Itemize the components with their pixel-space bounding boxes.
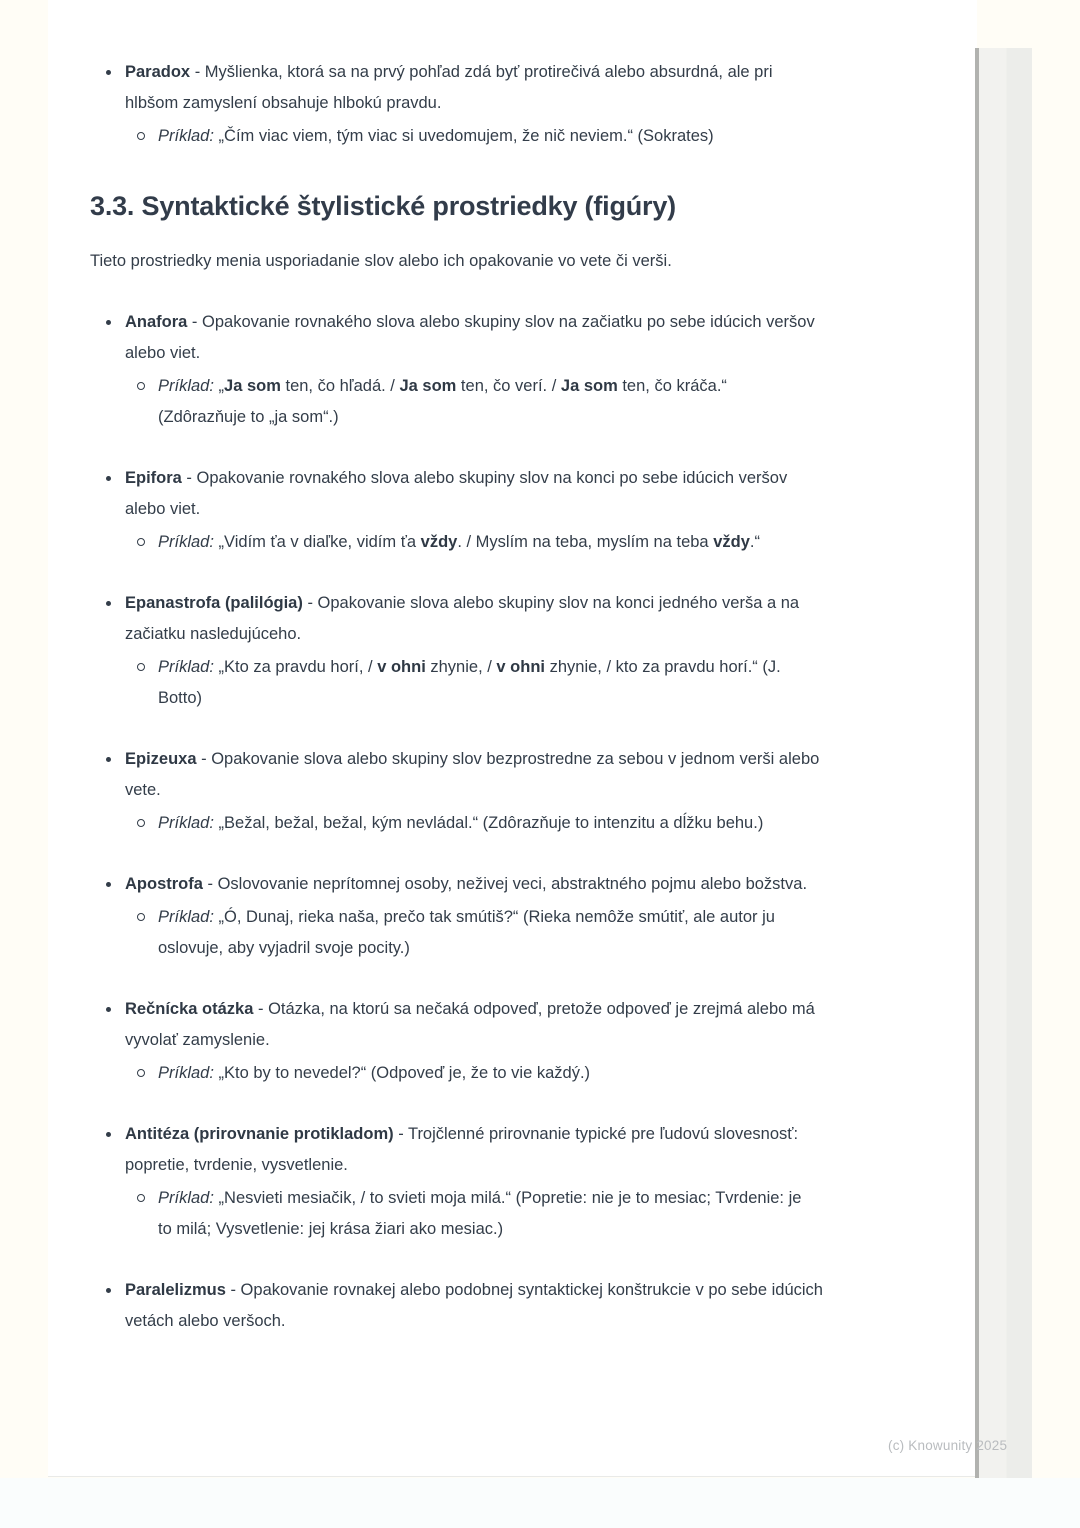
definition-text: Apostrofa - Oslovovanie neprítomnej osoby, neživej veci, abstraktného pojmu alebo božstva. bbox=[125, 875, 808, 893]
term-label: Anafora bbox=[125, 313, 188, 331]
bold-emphasis: Ja som bbox=[399, 377, 457, 395]
bold-emphasis: Ja som bbox=[560, 377, 618, 395]
example-label: Príklad: bbox=[158, 658, 214, 676]
example-label: Príklad: bbox=[158, 1064, 214, 1082]
list-item bbox=[90, 1119, 830, 1245]
term-label: Rečnícka otázka bbox=[125, 1000, 254, 1018]
example-text: Príklad: „Vidím ťa v diaľke, vidím ťa vždy. / Myslím na teba, myslím na teba vždy.“ bbox=[158, 533, 760, 551]
page-content bbox=[90, 57, 832, 1337]
circle-bullet-icon bbox=[137, 1194, 145, 1202]
sub-list-item bbox=[125, 121, 808, 152]
sub-list-item bbox=[125, 1183, 808, 1245]
definition-text: Epifora - Opakovanie rovnakého slova alebo skupiny slov na konci po sebe idúcich veršov alebo viet. bbox=[125, 469, 788, 518]
circle-bullet-icon bbox=[137, 819, 145, 827]
watermark-text: (c) Knowunity 2025 bbox=[888, 1438, 1008, 1453]
section-heading: 3.3. Syntaktické štylistické prostriedky (figúry) bbox=[90, 191, 676, 221]
circle-bullet-icon bbox=[137, 1069, 145, 1077]
circle-bullet-icon bbox=[137, 538, 145, 546]
example-text: Príklad: „Ó, Dunaj, rieka naša, prečo tak smútiš?“ (Rieka nemôže smútiť, ale autor ju oslovuje, aby vyjadril svoje pocity.) bbox=[158, 908, 775, 957]
definition-text: Antitéza (prirovnanie protikladom) - Trojčlenné prirovnanie typické pre ľudovú slovesnosť: popretie, tvrdenie, vysvetlenie. bbox=[125, 1125, 799, 1174]
example-label: Príklad: bbox=[158, 814, 214, 832]
term-label: Epanastrofa (palilógia) bbox=[125, 594, 303, 612]
example-text: Príklad: „Kto by to nevedel?“ (Odpoveď je, že to vie každý.) bbox=[158, 1064, 591, 1082]
intro-list bbox=[90, 57, 832, 152]
term-label: Epizeuxa bbox=[125, 750, 197, 768]
example-text: Príklad: „Nesvieti mesiačik, / to svieti moja milá.“ (Popretie: nie je to mesiac; Tvrdenie: je to milá; Vysvetlenie: jej krása žiari ako mesiac.) bbox=[158, 1189, 802, 1238]
sub-list-item bbox=[125, 808, 808, 839]
bullet-icon bbox=[106, 70, 111, 75]
term-label: Apostrofa bbox=[125, 875, 203, 893]
list-item bbox=[90, 744, 830, 839]
example-label: Príklad: bbox=[158, 377, 214, 395]
bullet-icon bbox=[106, 757, 111, 762]
bullet-icon bbox=[106, 320, 111, 325]
circle-bullet-icon bbox=[137, 382, 145, 390]
definition-text: Anafora - Opakovanie rovnakého slova alebo skupiny slov na začiatku po sebe idúcich veršov alebo viet. bbox=[125, 313, 815, 362]
bullet-icon bbox=[106, 1288, 111, 1293]
figures-list bbox=[90, 307, 832, 1337]
term-label: Antitéza (prirovnanie protikladom) bbox=[125, 1125, 394, 1143]
example-label: Príklad: bbox=[158, 908, 214, 926]
section-intro-paragraph: Tieto prostriedky menia usporiadanie slov alebo ich opakovanie vo vete či verši. bbox=[90, 252, 672, 270]
page-gap bbox=[0, 1478, 1080, 1528]
term-label: Paradox bbox=[125, 63, 191, 81]
bullet-icon bbox=[106, 1132, 111, 1137]
bullet-icon bbox=[106, 476, 111, 481]
sub-list-item bbox=[125, 371, 808, 433]
circle-bullet-icon bbox=[137, 132, 145, 140]
term-label: Paralelizmus bbox=[125, 1281, 226, 1299]
definition-text: Paradox - Myšlienka, ktorá sa na prvý pohľad zdá byť protirečivá alebo absurdná, ale pri hlbšom zamyslení obsahuje hlbokú pravdu. bbox=[125, 63, 773, 112]
list-item bbox=[90, 463, 830, 558]
list-item bbox=[90, 588, 830, 714]
sub-list-item bbox=[125, 1058, 808, 1089]
definition-text: Paralelizmus - Opakovanie rovnakej alebo podobnej syntaktickej konštrukcie v po sebe idúcich vetách alebo veršoch. bbox=[125, 1281, 823, 1330]
document-page bbox=[48, 0, 977, 1477]
example-label: Príklad: bbox=[158, 127, 214, 145]
circle-bullet-icon bbox=[137, 663, 145, 671]
sub-list-item bbox=[125, 527, 808, 558]
example-text: Príklad: „Ja som ten, čo hľadá. / Ja som ten, čo verí. / Ja som ten, čo kráča.“ (Zdôrazňuje to „ja som“.) bbox=[158, 377, 727, 426]
definition-text: Rečnícka otázka - Otázka, na ktorú sa nečaká odpoveď, pretože odpoveď je zrejmá alebo má vyvolať zamyslenie. bbox=[125, 1000, 815, 1049]
term-label: Epifora bbox=[125, 469, 182, 487]
example-text: Príklad: „Čím viac viem, tým viac si uvedomujem, že nič neviem.“ (Sokrates) bbox=[158, 127, 714, 145]
bold-emphasis: v ohni bbox=[377, 658, 426, 676]
bold-emphasis: vždy bbox=[420, 533, 458, 551]
bold-emphasis: vždy bbox=[713, 533, 750, 551]
bullet-icon bbox=[106, 882, 111, 887]
list-item bbox=[90, 307, 830, 433]
definition-text: Epizeuxa - Opakovanie slova alebo skupiny slov bezprostredne za sebou v jednom verši alebo vete. bbox=[125, 750, 820, 799]
list-item bbox=[90, 57, 830, 152]
definition-text: Epanastrofa (palilógia) - Opakovanie slova alebo skupiny slov na konci jedného verša a na začiatku nasledujúceho. bbox=[125, 594, 800, 643]
bold-emphasis: Ja som bbox=[224, 377, 281, 395]
bullet-icon bbox=[106, 601, 111, 606]
bullet-icon bbox=[106, 1007, 111, 1012]
list-item bbox=[90, 869, 830, 964]
list-item bbox=[90, 1275, 830, 1337]
example-label: Príklad: bbox=[158, 533, 214, 551]
circle-bullet-icon bbox=[137, 913, 145, 921]
example-label: Príklad: bbox=[158, 1189, 214, 1207]
list-item bbox=[90, 994, 830, 1089]
example-text: Príklad: „Bežal, bežal, bežal, kým nevládal.“ (Zdôrazňuje to intenzitu a dĺžku behu.) bbox=[158, 814, 764, 832]
bold-emphasis: v ohni bbox=[496, 658, 546, 676]
next-page-edge[interactable] bbox=[975, 48, 1032, 1481]
sub-list-item bbox=[125, 652, 808, 714]
example-text: Príklad: „Kto za pravdu horí, / v ohni zhynie, / v ohni zhynie, / kto za pravdu horí.“ (J. Botto) bbox=[158, 658, 781, 707]
sub-list-item bbox=[125, 902, 808, 964]
